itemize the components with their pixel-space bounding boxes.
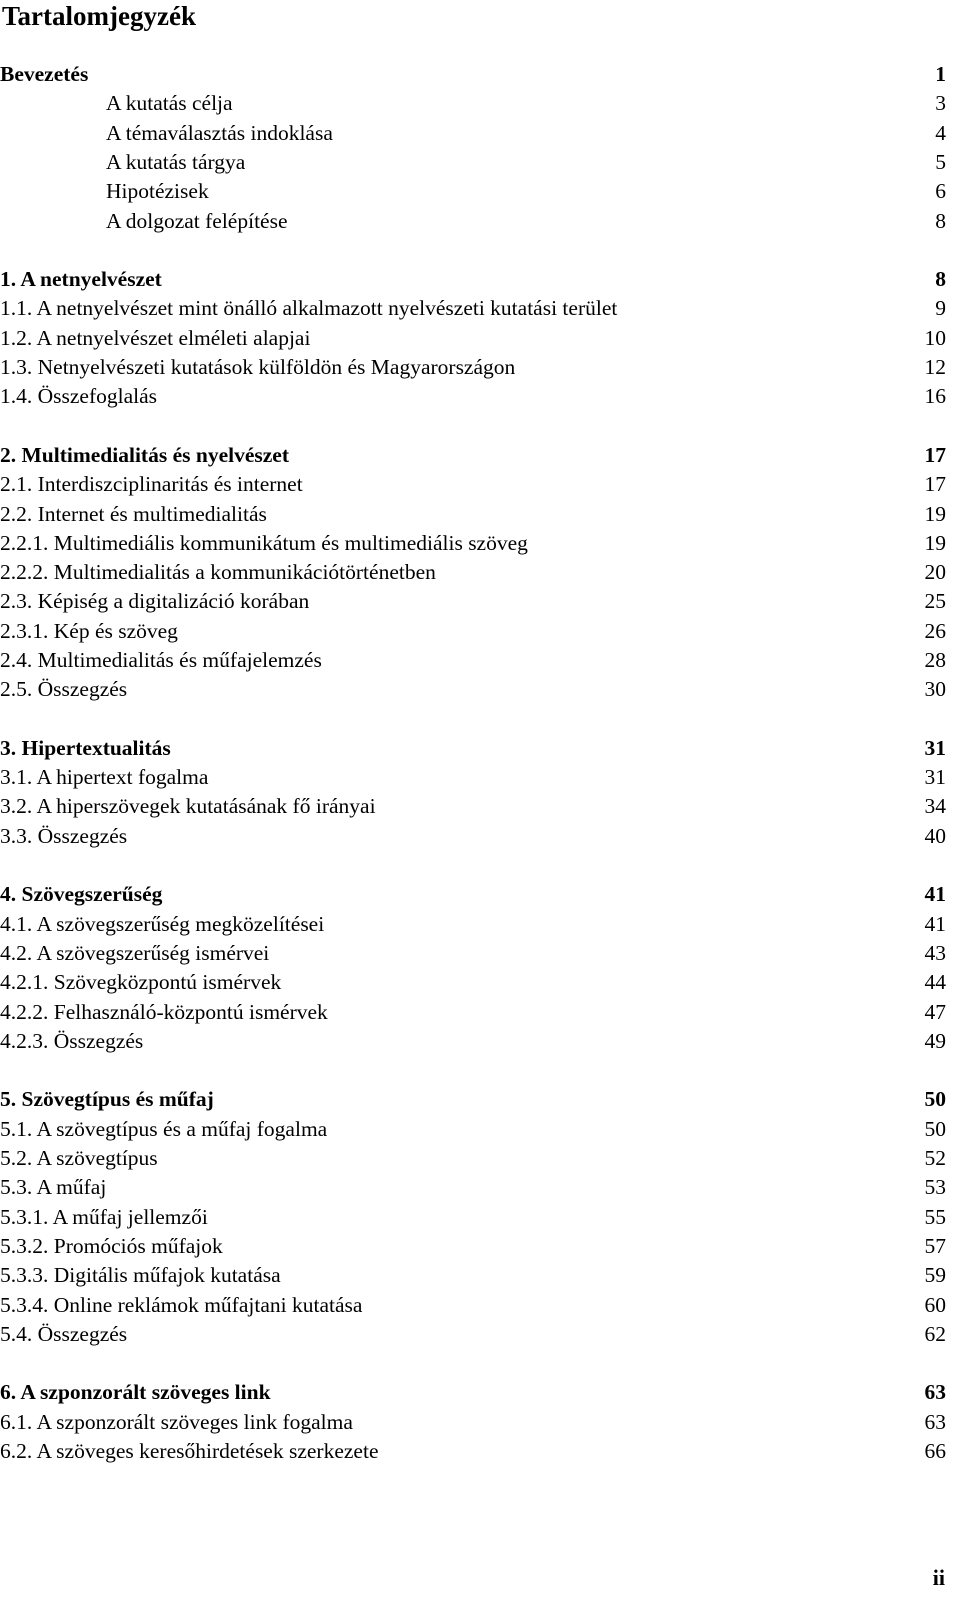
toc-entry [0, 910, 960, 939]
toc-entry [0, 822, 960, 851]
toc-entry-label: 5.2. A szövegtípus [0, 1146, 158, 1170]
toc-entry [0, 1144, 960, 1173]
toc-entry [0, 939, 960, 968]
toc-entry-label: 2.2. Internet és multimedialitás [0, 502, 267, 526]
toc-entry [0, 382, 960, 411]
toc-entry [0, 441, 960, 470]
toc-entry-page: 19 [924, 531, 946, 555]
toc-entry [0, 646, 960, 675]
toc-entry-page: 43 [924, 941, 946, 965]
toc-entry-label: 2. Multimedialitás és nyelvészet [0, 443, 290, 467]
toc-entry [0, 1027, 960, 1056]
toc-entry-label: 5. Szövegtípus és műfaj [0, 1087, 214, 1111]
toc-entry [0, 617, 960, 646]
toc-entry [0, 998, 960, 1027]
toc-entry-page: 28 [924, 648, 946, 672]
toc-entry [0, 880, 960, 909]
toc-entry-label: 6.2. A szöveges keresőhirdetések szerkezete [0, 1439, 379, 1463]
toc-entry-label: 1.1. A netnyelvészet mint önálló alkalmazott nyelvészeti kutatási terület [0, 296, 618, 320]
toc-entry-label: 1. A netnyelvészet [0, 267, 162, 291]
toc-entry-label: Hipotézisek [106, 179, 209, 203]
toc-entry-page: 55 [924, 1205, 946, 1229]
toc-entry [0, 119, 960, 148]
toc-entry-page: 50 [924, 1117, 946, 1141]
toc-entry-label: 5.3. A műfaj [0, 1175, 107, 1199]
toc-entry-label: 2.4. Multimedialitás és műfajelemzés [0, 648, 322, 672]
toc-entry-label: 4.2.3. Összegzés [0, 1029, 144, 1053]
toc-entry [0, 265, 960, 294]
toc-entry [0, 470, 960, 499]
toc-entry-page: 17 [924, 443, 946, 467]
toc-entry [0, 558, 960, 587]
toc-entry [0, 500, 960, 529]
toc-entry-label: 2.1. Interdiszciplinaritás és internet [0, 472, 303, 496]
toc-entry-page: 5 [935, 150, 946, 174]
toc-entry [0, 60, 960, 89]
toc-entry-label: 3.2. A hiperszövegek kutatásának fő irányai [0, 794, 376, 818]
toc-entry [0, 294, 960, 323]
toc-entry-page: 62 [924, 1322, 946, 1346]
toc-entry [0, 148, 960, 177]
toc-entry [0, 1085, 960, 1114]
toc-entry [0, 1261, 960, 1290]
toc-entry-label: 5.4. Összegzés [0, 1322, 128, 1346]
toc-entry-page: 8 [935, 209, 946, 233]
toc-entry [0, 1232, 960, 1261]
toc-entry-page: 47 [924, 1000, 946, 1024]
page-title: Tartalomjegyzék [2, 1, 196, 31]
toc-entry-page: 53 [924, 1175, 946, 1199]
toc-entry-page: 8 [935, 267, 946, 291]
toc-entry-page: 59 [924, 1263, 946, 1287]
toc-entry-page: 1 [935, 62, 946, 86]
toc-entry-label: 4. Szövegszerűség [0, 882, 163, 906]
toc-entry-label: 4.1. A szövegszerűség megközelítései [0, 912, 325, 936]
toc-entry-page: 66 [924, 1439, 946, 1463]
toc-entry-page: 63 [924, 1410, 946, 1434]
toc-entry-label: 1.4. Összefoglalás [0, 384, 158, 408]
toc-entry-label: 3. Hipertextualitás [0, 736, 171, 760]
toc-entry [0, 1291, 960, 1320]
toc-entry-page: 44 [924, 970, 946, 994]
toc-entry-label: Bevezetés [0, 62, 89, 86]
toc-entry [0, 675, 960, 704]
toc-entry-label: A kutatás tárgya [106, 150, 246, 174]
toc-entry-label: 5.3.4. Online reklámok műfajtani kutatása [0, 1293, 363, 1317]
toc-entry-page: 31 [924, 736, 946, 760]
page-number: ii [932, 1565, 945, 1590]
toc-entry [0, 207, 960, 236]
toc-entry [0, 1378, 960, 1407]
toc-entry-label: 6.1. A szponzorált szöveges link fogalma [0, 1410, 353, 1434]
toc-entry-page: 19 [924, 502, 946, 526]
toc-entry-label: 6. A szponzorált szöveges link [0, 1380, 271, 1404]
toc-entry-page: 20 [924, 560, 946, 584]
toc-entry-page: 25 [924, 589, 946, 613]
toc-entry-page: 16 [924, 384, 946, 408]
toc-entry-label: 5.3.1. A műfaj jellemzői [0, 1205, 208, 1229]
toc-entry-label: A dolgozat felépítése [106, 209, 288, 233]
toc-entry-label: 2.2.1. Multimediális kommunikátum és multimediális szöveg [0, 531, 528, 555]
toc-entry-label: A témaválasztás indoklása [106, 121, 333, 145]
toc-entry-page: 57 [924, 1234, 946, 1258]
toc-entry [0, 1173, 960, 1202]
toc-entry-label: 4.2.1. Szövegközpontú ismérvek [0, 970, 282, 994]
toc-entry-label: 4.2.2. Felhasználó-központú ismérvek [0, 1000, 328, 1024]
toc-entry [0, 324, 960, 353]
toc-entry-label: 2.3. Képiség a digitalizáció korában [0, 589, 310, 613]
toc-entry-label: 3.1. A hipertext fogalma [0, 765, 209, 789]
toc-entry [0, 763, 960, 792]
toc-entry-page: 9 [935, 296, 946, 320]
toc-entry-page: 63 [924, 1380, 946, 1404]
toc-entry-label: 2.2.2. Multimedialitás a kommunikációtörténetben [0, 560, 436, 584]
toc-entry-label: 5.3.2. Promóciós műfajok [0, 1234, 223, 1258]
toc-entry-page: 60 [924, 1293, 946, 1317]
toc-entry-page: 30 [924, 677, 946, 701]
toc-entry-page: 10 [924, 326, 946, 350]
toc-entry-label: 2.5. Összegzés [0, 677, 128, 701]
toc-entry [0, 353, 960, 382]
toc-entry-label: 4.2. A szövegszerűség ismérvei [0, 941, 270, 965]
toc-entry-label: 1.2. A netnyelvészet elméleti alapjai [0, 326, 311, 350]
toc-entry-page: 34 [924, 794, 946, 818]
toc-entry [0, 968, 960, 997]
toc-entry-page: 41 [924, 882, 946, 906]
toc-entry-page: 6 [935, 179, 946, 203]
toc-entry-label: 3.3. Összegzés [0, 824, 128, 848]
toc-entry [0, 177, 960, 206]
toc-entry-page: 3 [935, 91, 946, 115]
toc-entry-page: 17 [924, 472, 946, 496]
toc-entry [0, 1408, 960, 1437]
toc-entry-label: 5.3.3. Digitális műfajok kutatása [0, 1263, 281, 1287]
toc-entry [0, 89, 960, 118]
toc-entry-label: 2.3.1. Kép és szöveg [0, 619, 178, 643]
toc-entry [0, 1115, 960, 1144]
toc-entry [0, 1437, 960, 1466]
toc-entry-label: 1.3. Netnyelvészeti kutatások külföldön és Magyarországon [0, 355, 516, 379]
toc-entry-page: 50 [924, 1087, 946, 1111]
toc-entry-page: 52 [924, 1146, 946, 1170]
toc-entry [0, 734, 960, 763]
toc-entry-label: 5.1. A szövegtípus és a műfaj fogalma [0, 1117, 328, 1141]
toc-entry-page: 26 [924, 619, 946, 643]
toc-entry [0, 1320, 960, 1349]
toc-entry-page: 49 [924, 1029, 946, 1053]
toc-entry [0, 529, 960, 558]
toc-entry-page: 12 [924, 355, 946, 379]
toc-entry-page: 4 [935, 121, 946, 145]
toc-entry-page: 41 [924, 912, 946, 936]
toc-entry [0, 587, 960, 616]
toc-entry-label: A kutatás célja [106, 91, 233, 115]
toc-entry [0, 1203, 960, 1232]
toc-entry-page: 31 [924, 765, 946, 789]
toc-entry-page: 40 [924, 824, 946, 848]
toc-entry [0, 792, 960, 821]
